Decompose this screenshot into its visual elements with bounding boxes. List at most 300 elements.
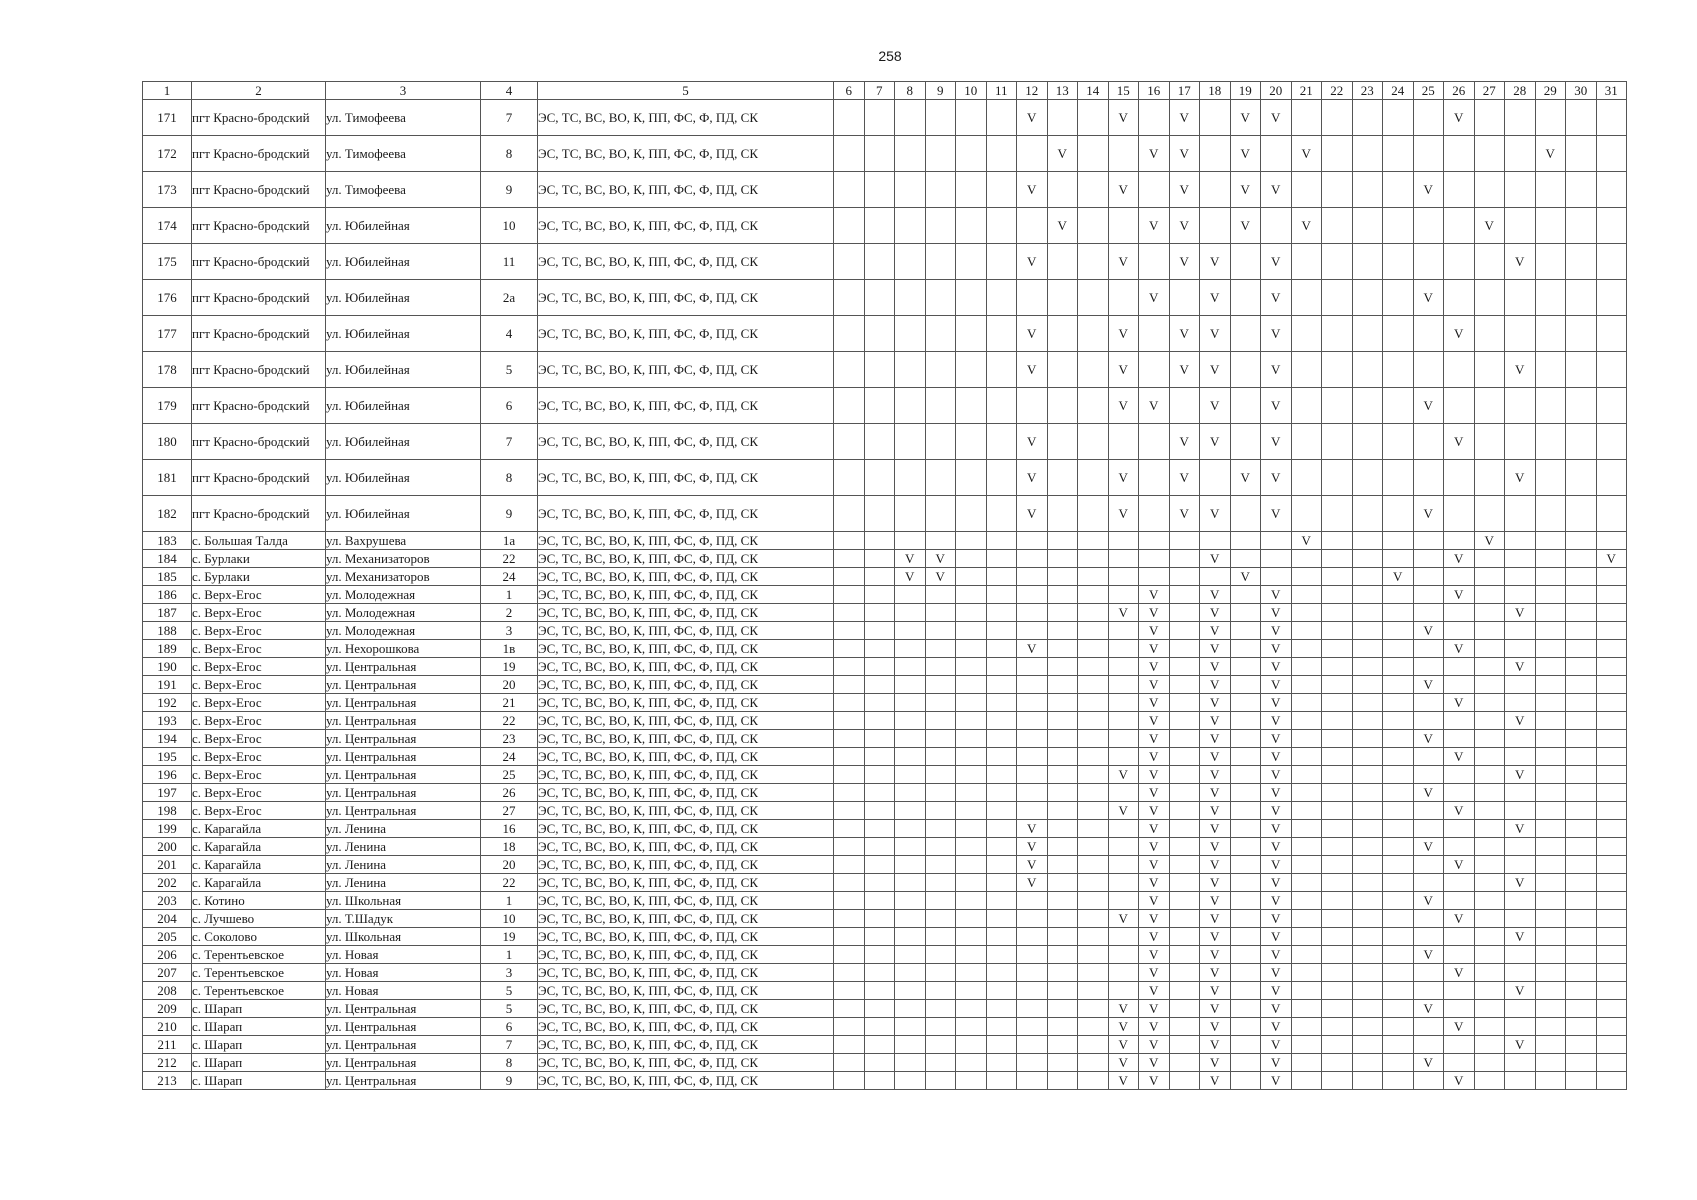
empty-cell (1413, 910, 1444, 928)
house-number-cell: 21 (481, 694, 538, 712)
empty-cell (1474, 946, 1505, 964)
empty-cell (1047, 658, 1078, 676)
empty-cell (895, 838, 926, 856)
row-number-cell: 211 (143, 1036, 192, 1054)
empty-cell (1322, 586, 1353, 604)
empty-cell (1413, 586, 1444, 604)
empty-cell (1017, 730, 1048, 748)
empty-cell (1230, 622, 1261, 640)
check-mark-cell: V (1413, 496, 1444, 532)
locality-cell: пгт Красно-бродский (192, 100, 326, 136)
empty-cell (1352, 352, 1383, 388)
row-number-cell: 210 (143, 1018, 192, 1036)
empty-cell (1169, 982, 1200, 1000)
empty-cell (1352, 136, 1383, 172)
empty-cell (1078, 568, 1109, 586)
empty-cell (1596, 748, 1627, 766)
empty-cell (1230, 802, 1261, 820)
street-cell: ул. Вахрушева (326, 532, 481, 550)
street-cell: ул. Тимофеева (326, 100, 481, 136)
empty-cell (1139, 532, 1170, 550)
empty-cell (1535, 550, 1566, 568)
empty-cell (1413, 550, 1444, 568)
empty-cell (1505, 550, 1536, 568)
empty-cell (1200, 532, 1231, 550)
empty-cell (956, 1000, 987, 1018)
check-mark-cell: V (1200, 640, 1231, 658)
empty-cell (1169, 1000, 1200, 1018)
empty-cell (1352, 208, 1383, 244)
empty-cell (1444, 622, 1475, 640)
empty-cell (1474, 496, 1505, 532)
empty-cell (1078, 532, 1109, 550)
check-mark-cell: V (1200, 748, 1231, 766)
empty-cell (1200, 208, 1231, 244)
empty-cell (864, 802, 895, 820)
table-row (143, 820, 1627, 838)
check-mark-cell: V (1169, 172, 1200, 208)
empty-cell (1291, 694, 1322, 712)
empty-cell (1535, 946, 1566, 964)
check-mark-cell: V (1139, 208, 1170, 244)
services-cell: ЭС, ТС, ВС, ВО, К, ПП, ФС, Ф, ПД, СК (538, 1036, 834, 1054)
check-mark-cell: V (1108, 244, 1139, 280)
empty-cell (1474, 172, 1505, 208)
empty-cell (986, 784, 1017, 802)
empty-cell (1474, 1054, 1505, 1072)
empty-cell (986, 820, 1017, 838)
schedule-table (142, 81, 1627, 1090)
empty-cell (1108, 892, 1139, 910)
table-row (143, 910, 1627, 928)
empty-cell (1444, 982, 1475, 1000)
house-number-cell: 1 (481, 946, 538, 964)
check-mark-cell: V (1017, 838, 1048, 856)
empty-cell (1383, 784, 1414, 802)
empty-cell (1017, 550, 1048, 568)
empty-cell (1230, 586, 1261, 604)
empty-cell (1230, 1018, 1261, 1036)
empty-cell (1108, 820, 1139, 838)
empty-cell (1474, 568, 1505, 586)
street-cell: ул. Механизаторов (326, 550, 481, 568)
empty-cell (1291, 766, 1322, 784)
check-mark-cell: V (1261, 928, 1292, 946)
empty-cell (895, 604, 926, 622)
empty-cell (895, 586, 926, 604)
empty-cell (956, 568, 987, 586)
empty-cell (1078, 1036, 1109, 1054)
empty-cell (1230, 1054, 1261, 1072)
empty-cell (1322, 856, 1353, 874)
check-mark-cell: V (1139, 802, 1170, 820)
services-cell: ЭС, ТС, ВС, ВО, К, ПП, ФС, Ф, ПД, СК (538, 748, 834, 766)
empty-cell (986, 748, 1017, 766)
check-mark-cell: V (1200, 820, 1231, 838)
empty-cell (1291, 856, 1322, 874)
locality-cell: с. Верх-Егос (192, 604, 326, 622)
check-mark-cell: V (1139, 964, 1170, 982)
empty-cell (1017, 1072, 1048, 1090)
empty-cell (1535, 424, 1566, 460)
house-number-cell: 22 (481, 874, 538, 892)
locality-cell: с. Карагайла (192, 856, 326, 874)
empty-cell (956, 658, 987, 676)
check-mark-cell: V (1139, 640, 1170, 658)
empty-cell (1017, 964, 1048, 982)
empty-cell (864, 748, 895, 766)
empty-cell (1108, 640, 1139, 658)
house-number-cell: 10 (481, 910, 538, 928)
locality-cell: пгт Красно-бродский (192, 424, 326, 460)
empty-cell (986, 874, 1017, 892)
column-header-26: 26 (1444, 82, 1475, 100)
check-mark-cell: V (1261, 694, 1292, 712)
empty-cell (1413, 766, 1444, 784)
locality-cell: пгт Красно-бродский (192, 208, 326, 244)
empty-cell (1078, 1018, 1109, 1036)
empty-cell (864, 1036, 895, 1054)
check-mark-cell: V (1261, 874, 1292, 892)
services-cell: ЭС, ТС, ВС, ВО, К, ПП, ФС, Ф, ПД, СК (538, 1018, 834, 1036)
empty-cell (1383, 388, 1414, 424)
empty-cell (1474, 910, 1505, 928)
empty-cell (834, 694, 865, 712)
empty-cell (1047, 946, 1078, 964)
empty-cell (925, 640, 956, 658)
empty-cell (1566, 136, 1597, 172)
empty-cell (1596, 1036, 1627, 1054)
column-header-11: 11 (986, 82, 1017, 100)
check-mark-cell: V (1200, 280, 1231, 316)
check-mark-cell: V (1108, 316, 1139, 352)
empty-cell (834, 100, 865, 136)
empty-cell (1322, 730, 1353, 748)
check-mark-cell: V (1200, 694, 1231, 712)
services-cell: ЭС, ТС, ВС, ВО, К, ПП, ФС, Ф, ПД, СК (538, 568, 834, 586)
check-mark-cell: V (1139, 694, 1170, 712)
check-mark-cell: V (1169, 136, 1200, 172)
empty-cell (1566, 910, 1597, 928)
empty-cell (1596, 208, 1627, 244)
empty-cell (1474, 820, 1505, 838)
empty-cell (1108, 748, 1139, 766)
check-mark-cell: V (1261, 100, 1292, 136)
services-cell: ЭС, ТС, ВС, ВО, К, ПП, ФС, Ф, ПД, СК (538, 856, 834, 874)
empty-cell (1291, 982, 1322, 1000)
empty-cell (1474, 982, 1505, 1000)
street-cell: ул. Нехорошкова (326, 640, 481, 658)
empty-cell (895, 280, 926, 316)
empty-cell (834, 910, 865, 928)
row-number-cell: 172 (143, 136, 192, 172)
check-mark-cell: V (1139, 784, 1170, 802)
check-mark-cell: V (1108, 100, 1139, 136)
row-number-cell: 189 (143, 640, 192, 658)
empty-cell (1596, 136, 1627, 172)
empty-cell (1291, 658, 1322, 676)
empty-cell (1322, 748, 1353, 766)
empty-cell (1474, 352, 1505, 388)
empty-cell (1078, 784, 1109, 802)
empty-cell (1291, 550, 1322, 568)
empty-cell (1383, 910, 1414, 928)
empty-cell (1017, 910, 1048, 928)
empty-cell (1322, 946, 1353, 964)
empty-cell (1383, 604, 1414, 622)
empty-cell (1322, 712, 1353, 730)
check-mark-cell: V (1261, 946, 1292, 964)
empty-cell (1535, 568, 1566, 586)
house-number-cell: 23 (481, 730, 538, 748)
services-cell: ЭС, ТС, ВС, ВО, К, ПП, ФС, Ф, ПД, СК (538, 910, 834, 928)
empty-cell (1047, 910, 1078, 928)
table-row (143, 838, 1627, 856)
empty-cell (1566, 730, 1597, 748)
empty-cell (1108, 586, 1139, 604)
empty-cell (1078, 622, 1109, 640)
empty-cell (986, 712, 1017, 730)
empty-cell (1078, 856, 1109, 874)
locality-cell: с. Большая Талда (192, 532, 326, 550)
check-mark-cell: V (1261, 586, 1292, 604)
empty-cell (1169, 280, 1200, 316)
empty-cell (1383, 856, 1414, 874)
empty-cell (1078, 586, 1109, 604)
empty-cell (1230, 1072, 1261, 1090)
empty-cell (1352, 622, 1383, 640)
check-mark-cell: V (1505, 460, 1536, 496)
empty-cell (1078, 802, 1109, 820)
empty-cell (1505, 892, 1536, 910)
empty-cell (1169, 964, 1200, 982)
empty-cell (1352, 730, 1383, 748)
empty-cell (1505, 946, 1536, 964)
row-number-cell: 213 (143, 1072, 192, 1090)
empty-cell (925, 172, 956, 208)
empty-cell (1505, 748, 1536, 766)
empty-cell (1444, 838, 1475, 856)
check-mark-cell: V (1200, 550, 1231, 568)
empty-cell (1383, 946, 1414, 964)
empty-cell (895, 892, 926, 910)
empty-cell (1169, 730, 1200, 748)
empty-cell (1474, 460, 1505, 496)
empty-cell (925, 928, 956, 946)
empty-cell (1535, 172, 1566, 208)
row-number-cell: 191 (143, 676, 192, 694)
empty-cell (1047, 532, 1078, 550)
check-mark-cell: V (1017, 874, 1048, 892)
empty-cell (986, 856, 1017, 874)
empty-cell (1535, 802, 1566, 820)
locality-cell: с. Терентьевское (192, 946, 326, 964)
empty-cell (834, 874, 865, 892)
row-number-cell: 194 (143, 730, 192, 748)
empty-cell (1413, 568, 1444, 586)
check-mark-cell: V (1413, 1054, 1444, 1072)
empty-cell (1291, 100, 1322, 136)
empty-cell (986, 388, 1017, 424)
check-mark-cell: V (1017, 640, 1048, 658)
locality-cell: с. Шарап (192, 1036, 326, 1054)
empty-cell (1108, 424, 1139, 460)
empty-cell (1474, 676, 1505, 694)
empty-cell (1535, 1000, 1566, 1018)
street-cell: ул. Центральная (326, 1018, 481, 1036)
house-number-cell: 16 (481, 820, 538, 838)
empty-cell (1413, 532, 1444, 550)
empty-cell (1596, 730, 1627, 748)
street-cell: ул. Ленина (326, 874, 481, 892)
empty-cell (1535, 784, 1566, 802)
table-row (143, 172, 1627, 208)
empty-cell (895, 982, 926, 1000)
check-mark-cell: V (1139, 622, 1170, 640)
empty-cell (1535, 748, 1566, 766)
empty-cell (834, 802, 865, 820)
empty-cell (1108, 550, 1139, 568)
empty-cell (925, 874, 956, 892)
empty-cell (925, 388, 956, 424)
house-number-cell: 20 (481, 856, 538, 874)
check-mark-cell: V (1108, 388, 1139, 424)
check-mark-cell: V (1444, 424, 1475, 460)
empty-cell (1596, 1018, 1627, 1036)
check-mark-cell: V (1505, 1036, 1536, 1054)
empty-cell (1505, 676, 1536, 694)
locality-cell: с. Верх-Егос (192, 658, 326, 676)
empty-cell (1535, 100, 1566, 136)
check-mark-cell: V (1139, 928, 1170, 946)
check-mark-cell: V (1505, 928, 1536, 946)
empty-cell (1383, 586, 1414, 604)
empty-cell (1596, 1072, 1627, 1090)
empty-cell (834, 1054, 865, 1072)
empty-cell (1078, 388, 1109, 424)
empty-cell (864, 982, 895, 1000)
house-number-cell: 22 (481, 712, 538, 730)
empty-cell (1413, 1072, 1444, 1090)
empty-cell (1047, 784, 1078, 802)
empty-cell (925, 1072, 956, 1090)
check-mark-cell: V (1200, 316, 1231, 352)
house-number-cell: 6 (481, 388, 538, 424)
empty-cell (1230, 820, 1261, 838)
empty-cell (1474, 316, 1505, 352)
check-mark-cell: V (1169, 424, 1200, 460)
check-mark-cell: V (1108, 1000, 1139, 1018)
street-cell: ул. Юбилейная (326, 208, 481, 244)
empty-cell (1444, 496, 1475, 532)
empty-cell (1139, 316, 1170, 352)
empty-cell (1352, 658, 1383, 676)
empty-cell (834, 640, 865, 658)
empty-cell (1261, 550, 1292, 568)
check-mark-cell: V (1413, 622, 1444, 640)
empty-cell (1413, 136, 1444, 172)
empty-cell (1535, 658, 1566, 676)
table-row (143, 766, 1627, 784)
street-cell: ул. Центральная (326, 694, 481, 712)
empty-cell (925, 1054, 956, 1072)
empty-cell (1474, 640, 1505, 658)
check-mark-cell: V (1261, 658, 1292, 676)
services-cell: ЭС, ТС, ВС, ВО, К, ПП, ФС, Ф, ПД, СК (538, 784, 834, 802)
locality-cell: с. Верх-Егос (192, 730, 326, 748)
column-header-21: 21 (1291, 82, 1322, 100)
empty-cell (1352, 532, 1383, 550)
empty-cell (1322, 496, 1353, 532)
check-mark-cell: V (1017, 496, 1048, 532)
table-row (143, 208, 1627, 244)
empty-cell (1291, 946, 1322, 964)
check-mark-cell: V (1505, 658, 1536, 676)
row-number-cell: 192 (143, 694, 192, 712)
row-number-cell: 209 (143, 1000, 192, 1018)
empty-cell (895, 1072, 926, 1090)
empty-cell (1078, 100, 1109, 136)
empty-cell (864, 1018, 895, 1036)
empty-cell (1444, 388, 1475, 424)
empty-cell (1047, 730, 1078, 748)
empty-cell (864, 964, 895, 982)
empty-cell (834, 784, 865, 802)
empty-cell (1383, 892, 1414, 910)
empty-cell (1383, 1000, 1414, 1018)
empty-cell (834, 244, 865, 280)
house-number-cell: 25 (481, 766, 538, 784)
empty-cell (1474, 874, 1505, 892)
empty-cell (1474, 244, 1505, 280)
empty-cell (1535, 712, 1566, 730)
check-mark-cell: V (1139, 748, 1170, 766)
row-number-cell: 179 (143, 388, 192, 424)
empty-cell (1322, 982, 1353, 1000)
empty-cell (864, 1000, 895, 1018)
empty-cell (1078, 946, 1109, 964)
empty-cell (925, 802, 956, 820)
empty-cell (1413, 1018, 1444, 1036)
empty-cell (1261, 136, 1292, 172)
house-number-cell: 19 (481, 928, 538, 946)
empty-cell (1078, 712, 1109, 730)
empty-cell (986, 316, 1017, 352)
table-row (143, 730, 1627, 748)
empty-cell (1047, 1000, 1078, 1018)
locality-cell: пгт Красно-бродский (192, 316, 326, 352)
empty-cell (1108, 280, 1139, 316)
empty-cell (1078, 550, 1109, 568)
empty-cell (986, 730, 1017, 748)
empty-cell (1291, 604, 1322, 622)
empty-cell (1566, 658, 1597, 676)
empty-cell (925, 910, 956, 928)
empty-cell (1230, 946, 1261, 964)
empty-cell (1596, 964, 1627, 982)
check-mark-cell: V (1139, 730, 1170, 748)
check-mark-cell: V (1169, 316, 1200, 352)
empty-cell (1291, 388, 1322, 424)
empty-cell (1078, 892, 1109, 910)
empty-cell (1169, 874, 1200, 892)
row-number-cell: 200 (143, 838, 192, 856)
empty-cell (1017, 586, 1048, 604)
empty-cell (986, 280, 1017, 316)
empty-cell (956, 802, 987, 820)
empty-cell (1596, 244, 1627, 280)
row-number-cell: 205 (143, 928, 192, 946)
